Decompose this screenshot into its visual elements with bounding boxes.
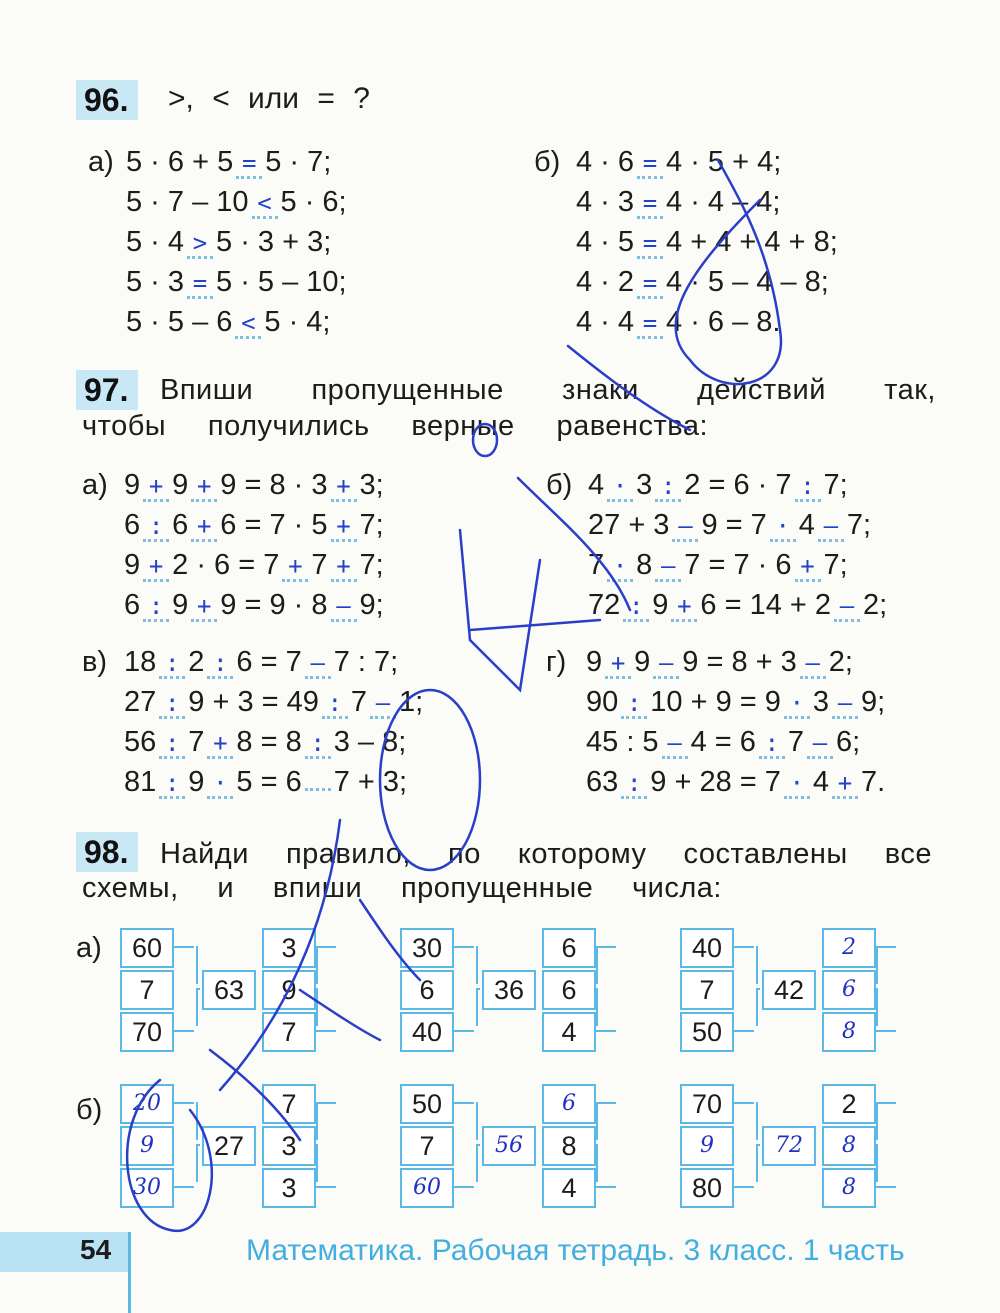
scheme-connector bbox=[454, 946, 474, 948]
comparison-sign[interactable]: > bbox=[187, 230, 213, 259]
scheme-left-number[interactable]: 60 bbox=[120, 928, 174, 968]
comparison-sign[interactable]: = bbox=[637, 270, 663, 299]
equation-part: 9 + 28 = 7 bbox=[650, 766, 781, 798]
operation-sign[interactable]: : bbox=[655, 473, 681, 502]
operation-sign[interactable]: + bbox=[605, 650, 631, 679]
equation-part: 8 bbox=[636, 549, 653, 581]
task-97-label-a: а) bbox=[82, 469, 108, 501]
operation-sign[interactable]: – bbox=[655, 553, 681, 582]
scheme-left-number[interactable]: 80 bbox=[680, 1168, 734, 1208]
scheme-connector bbox=[316, 1102, 318, 1140]
equation-row bbox=[588, 465, 848, 505]
operation-sign[interactable]: – bbox=[818, 513, 844, 542]
operation-sign[interactable]: + bbox=[191, 473, 217, 502]
expression-left: 5 · 3 bbox=[126, 266, 185, 298]
equation-row bbox=[124, 722, 406, 762]
operation-sign[interactable]: – bbox=[832, 690, 858, 719]
equation-part: 7 + 3; bbox=[333, 766, 408, 798]
scheme-right-number[interactable]: 6 bbox=[542, 970, 596, 1010]
scheme-right-number[interactable]: 4 bbox=[542, 1168, 596, 1208]
expression-right: 4 + 4 + 4 + 8; bbox=[666, 226, 838, 258]
equation-part: 6 = 7 · 5 bbox=[220, 509, 328, 541]
comparison-row bbox=[576, 262, 829, 302]
equation-row bbox=[586, 762, 885, 802]
scheme-connector bbox=[454, 1030, 474, 1032]
comparison-row bbox=[126, 302, 331, 342]
scheme-connector bbox=[734, 946, 754, 948]
equation-part: 9 bbox=[652, 589, 669, 621]
scheme-center-number[interactable]: 72 bbox=[762, 1126, 816, 1166]
comparison-row bbox=[126, 142, 331, 182]
equation-part: 7; bbox=[823, 549, 848, 581]
equation-part: 7 : 7; bbox=[333, 646, 399, 678]
scheme-left-number[interactable]: 7 bbox=[400, 1126, 454, 1166]
scheme-connector bbox=[876, 1102, 896, 1104]
scheme-connector bbox=[476, 1102, 478, 1140]
comparison-row bbox=[126, 262, 347, 302]
operation-sign[interactable]: + bbox=[671, 593, 697, 622]
scheme-connector bbox=[596, 1102, 598, 1140]
comparison-sign[interactable]: = bbox=[187, 270, 213, 299]
scheme-right-number[interactable]: 4 bbox=[542, 1012, 596, 1052]
scheme-connector bbox=[876, 1186, 896, 1188]
expression-right: 4 · 6 – 8. bbox=[666, 306, 781, 338]
scheme-connector bbox=[596, 1030, 616, 1032]
scheme-connector bbox=[316, 946, 318, 984]
equation-part: 4 bbox=[798, 509, 815, 541]
scheme-connector bbox=[196, 1102, 198, 1140]
scheme-connector bbox=[316, 946, 336, 948]
comparison-sign[interactable]: = bbox=[637, 230, 663, 259]
expression-left: 4 · 5 bbox=[576, 226, 635, 258]
operation-sign[interactable]: · bbox=[784, 770, 810, 799]
equation-part: 63 bbox=[586, 766, 619, 798]
scheme-connector bbox=[756, 946, 758, 984]
equation-part: 6 = 7 bbox=[236, 646, 302, 678]
operation-sign[interactable]: + bbox=[191, 593, 217, 622]
task-97-number: 97. bbox=[76, 370, 138, 410]
scheme-right-number[interactable]: 7 bbox=[262, 1084, 316, 1124]
scheme-right-number[interactable]: 2 bbox=[822, 928, 876, 968]
scheme-center-number[interactable]: 42 bbox=[762, 970, 816, 1010]
task-96-label-a: а) bbox=[88, 146, 114, 178]
comparison-sign[interactable]: = bbox=[637, 190, 663, 219]
expression-left: 4 · 4 bbox=[576, 306, 635, 338]
equation-row bbox=[124, 545, 384, 585]
equation-part: 7 = 7 · 6 bbox=[684, 549, 792, 581]
scheme-center-number[interactable]: 63 bbox=[202, 970, 256, 1010]
equation-part: 8 = 8 bbox=[236, 726, 302, 758]
operation-sign[interactable]: – bbox=[800, 650, 826, 679]
operation-sign[interactable]: – bbox=[834, 593, 860, 622]
comparison-sign[interactable]: < bbox=[235, 310, 261, 339]
operation-sign[interactable]: : bbox=[623, 593, 649, 622]
operation-sign[interactable]: + bbox=[331, 513, 357, 542]
scheme-right-number[interactable]: 6 bbox=[822, 970, 876, 1010]
scheme-connector bbox=[316, 1102, 336, 1104]
expression-left: 5 · 5 – 6 bbox=[126, 306, 233, 338]
scheme-connector bbox=[316, 1186, 336, 1188]
scheme-connector bbox=[196, 1144, 200, 1146]
expression-left: 5 · 6 + 5 bbox=[126, 146, 234, 178]
comparison-row bbox=[576, 142, 781, 182]
operation-sign[interactable]: + bbox=[832, 770, 858, 799]
scheme-connector bbox=[734, 1102, 754, 1104]
operation-sign[interactable]: + bbox=[191, 513, 217, 542]
equation-part: 81 bbox=[124, 766, 157, 798]
operation-sign[interactable]: + bbox=[143, 553, 169, 582]
operation-sign[interactable]: – bbox=[807, 730, 833, 759]
operation-sign[interactable]: + bbox=[207, 730, 233, 759]
scheme-connector bbox=[596, 1102, 616, 1104]
expression-right: 5 · 4; bbox=[264, 306, 331, 338]
equation-part: 45 : 5 bbox=[586, 726, 659, 758]
task-98-label-b: б) bbox=[76, 1094, 103, 1126]
operation-sign[interactable]: : bbox=[621, 770, 647, 799]
operation-sign[interactable]: · bbox=[784, 690, 810, 719]
operation-sign[interactable]: : bbox=[143, 593, 169, 622]
operation-sign[interactable]: + bbox=[331, 553, 357, 582]
equation-part: 7 bbox=[311, 549, 328, 581]
equation-part: 9 bbox=[124, 549, 141, 581]
operation-sign[interactable]: + bbox=[795, 553, 821, 582]
equation-part: 9 bbox=[586, 646, 603, 678]
comparison-row bbox=[126, 222, 331, 262]
operation-sign[interactable]: – bbox=[331, 593, 357, 622]
scheme-left-number[interactable]: 6 bbox=[400, 970, 454, 1010]
comparison-row bbox=[576, 182, 781, 222]
expression-left: 5 · 4 bbox=[126, 226, 185, 258]
operation-sign[interactable]: : bbox=[143, 513, 169, 542]
scheme-right-number[interactable]: 8 bbox=[542, 1126, 596, 1166]
equation-row bbox=[588, 505, 871, 545]
task-96-label-b: б) bbox=[534, 146, 561, 178]
equation-part: 7; bbox=[359, 549, 384, 581]
scheme-center-number[interactable]: 36 bbox=[482, 970, 536, 1010]
scheme-left-number[interactable]: 9 bbox=[680, 1126, 734, 1166]
scheme-connector bbox=[756, 988, 760, 990]
operation-sign[interactable]: : bbox=[322, 690, 348, 719]
scheme-left-number[interactable]: 7 bbox=[680, 970, 734, 1010]
scheme-center-number[interactable]: 56 bbox=[482, 1126, 536, 1166]
task-97-text-line2: чтобы получились верные равенства: bbox=[82, 410, 708, 442]
scheme-connector bbox=[316, 1030, 336, 1032]
equation-part: 7 bbox=[350, 686, 368, 718]
scheme-connector bbox=[876, 946, 878, 984]
equation-part: 1; bbox=[399, 686, 424, 718]
task-98-text-line1: Найди правило, по которому составлены все bbox=[160, 838, 932, 870]
scheme-connector bbox=[596, 1186, 616, 1188]
equation-row bbox=[124, 762, 407, 802]
equation-part: 3; bbox=[359, 469, 384, 501]
equation-part: 7 bbox=[188, 726, 205, 758]
scheme-connector bbox=[196, 946, 198, 984]
equation-part: 6 bbox=[124, 589, 141, 621]
scheme-right-number[interactable]: 2 bbox=[822, 1084, 876, 1124]
equation-part: 27 + 3 bbox=[588, 509, 670, 541]
scheme-connector bbox=[596, 988, 598, 1026]
scheme-right-number[interactable]: 6 bbox=[542, 928, 596, 968]
scheme-right-number[interactable]: 8 bbox=[822, 1012, 876, 1052]
scheme-connector bbox=[596, 946, 598, 984]
operation-sign[interactable]: : bbox=[759, 730, 785, 759]
equation-row bbox=[124, 682, 423, 722]
equation-part: 9 bbox=[172, 469, 189, 501]
operation-sign[interactable]: · bbox=[607, 473, 633, 502]
scheme-connector bbox=[316, 988, 318, 1026]
scheme-connector bbox=[596, 1144, 598, 1182]
task-96-number: 96. bbox=[76, 80, 138, 120]
scheme-right-number[interactable]: 9 bbox=[262, 970, 316, 1010]
scheme-connector bbox=[734, 1030, 754, 1032]
scheme-left-number[interactable]: 50 bbox=[400, 1084, 454, 1124]
task-98-label-a: а) bbox=[76, 932, 102, 964]
operation-sign[interactable]: : bbox=[159, 690, 185, 719]
equation-part: 6 = 14 + 2 bbox=[700, 589, 832, 621]
task-97-label-v: в) bbox=[82, 646, 108, 678]
expression-right: 5 · 6; bbox=[280, 186, 347, 218]
comparison-row bbox=[576, 302, 781, 342]
equation-part: 4 bbox=[588, 469, 605, 501]
operation-sign[interactable]: : bbox=[207, 650, 233, 679]
task-97-label-b: б) bbox=[546, 469, 573, 501]
scheme-left-number[interactable]: 9 bbox=[120, 1126, 174, 1166]
scheme-connector bbox=[196, 1144, 198, 1182]
equation-part: 9 bbox=[172, 589, 189, 621]
equation-part: 9 = 8 + 3 bbox=[682, 646, 797, 678]
scheme-connector bbox=[596, 946, 616, 948]
operation-sign[interactable] bbox=[305, 788, 331, 791]
scheme-connector bbox=[174, 946, 194, 948]
scheme-left-number[interactable]: 60 bbox=[400, 1168, 454, 1208]
operation-sign[interactable]: : bbox=[305, 730, 331, 759]
comparison-sign[interactable]: = bbox=[236, 150, 262, 179]
equation-part: 3 – 8; bbox=[333, 726, 407, 758]
operation-sign[interactable]: – bbox=[662, 730, 688, 759]
scheme-connector bbox=[876, 988, 878, 1026]
equation-part: 5 = 6 bbox=[236, 766, 302, 798]
equation-part: 9 bbox=[634, 646, 651, 678]
equation-part: 9 = 8 · 3 bbox=[220, 469, 328, 501]
operation-sign[interactable]: : bbox=[159, 650, 185, 679]
scheme-connector bbox=[476, 988, 478, 1026]
equation-part: 9 bbox=[188, 766, 205, 798]
task-98-number: 98. bbox=[76, 832, 138, 872]
operation-sign[interactable]: – bbox=[305, 650, 331, 679]
equation-row bbox=[124, 505, 384, 545]
scheme-right-number[interactable]: 8 bbox=[822, 1126, 876, 1166]
scheme-connector bbox=[734, 1186, 754, 1188]
page-number: 54 bbox=[80, 1234, 112, 1265]
operation-sign[interactable]: · bbox=[607, 553, 633, 582]
equation-part: 9 + 3 = 49 bbox=[188, 686, 319, 718]
scheme-right-number[interactable]: 8 bbox=[822, 1168, 876, 1208]
comparison-row bbox=[576, 222, 838, 262]
equation-part: 9; bbox=[359, 589, 384, 621]
equation-row bbox=[588, 585, 887, 625]
scheme-center-number[interactable]: 27 bbox=[202, 1126, 256, 1166]
equation-part: 72 bbox=[588, 589, 621, 621]
ink-stroke bbox=[460, 530, 540, 690]
equation-part: 6 bbox=[124, 509, 141, 541]
scheme-connector bbox=[476, 1144, 478, 1182]
scheme-connector bbox=[174, 1030, 194, 1032]
equation-part: 9 = 7 bbox=[701, 509, 767, 541]
equation-part: 7; bbox=[823, 469, 848, 501]
comparison-row bbox=[126, 182, 347, 222]
operation-sign[interactable]: – bbox=[653, 650, 679, 679]
task-98-text-line2: схемы, и впиши пропущенные числа: bbox=[82, 872, 722, 904]
scheme-connector bbox=[174, 1186, 194, 1188]
equation-part: 3 bbox=[812, 686, 830, 718]
scheme-connector bbox=[756, 1144, 760, 1146]
equation-part: 56 bbox=[124, 726, 157, 758]
scheme-connector bbox=[476, 1144, 480, 1146]
equation-part: 2 = 6 · 7 bbox=[684, 469, 792, 501]
task-97-text-line1: Впиши пропущенные знаки действий так, bbox=[160, 374, 936, 406]
expression-left: 5 · 7 – 10 bbox=[126, 186, 249, 218]
scheme-connector bbox=[196, 988, 200, 990]
equation-part: 2; bbox=[828, 646, 853, 678]
operation-sign[interactable]: : bbox=[621, 690, 647, 719]
scheme-connector bbox=[756, 988, 758, 1026]
equation-row bbox=[586, 682, 885, 722]
equation-part: 90 bbox=[586, 686, 619, 718]
task-97-label-g: г) bbox=[546, 646, 567, 678]
scheme-left-number[interactable]: 30 bbox=[120, 1168, 174, 1208]
equation-row bbox=[124, 465, 384, 505]
equation-part: 7 bbox=[588, 549, 605, 581]
scheme-connector bbox=[876, 1102, 878, 1140]
equation-part: 7 bbox=[787, 726, 805, 758]
comparison-sign[interactable]: = bbox=[637, 150, 663, 179]
operation-sign[interactable]: + bbox=[331, 473, 357, 502]
equation-row bbox=[586, 722, 860, 762]
equation-part: 2; bbox=[863, 589, 888, 621]
operation-sign[interactable]: + bbox=[282, 553, 308, 582]
expression-right: 5 · 5 – 10; bbox=[216, 266, 347, 298]
scheme-connector bbox=[756, 1102, 758, 1140]
expression-right: 5 · 3 + 3; bbox=[216, 226, 332, 258]
scheme-connector bbox=[476, 946, 478, 984]
operation-sign[interactable]: – bbox=[672, 513, 698, 542]
scheme-left-number[interactable]: 50 bbox=[680, 1012, 734, 1052]
comparison-sign[interactable]: = bbox=[637, 310, 663, 339]
equation-part: 7; bbox=[846, 509, 872, 541]
equation-part: 9 bbox=[124, 469, 141, 501]
operation-sign[interactable]: : bbox=[159, 770, 185, 799]
equation-part: 9; bbox=[861, 686, 886, 718]
equation-row bbox=[588, 545, 848, 585]
scheme-connector bbox=[876, 1144, 878, 1182]
scheme-left-number[interactable]: 40 bbox=[680, 928, 734, 968]
operation-sign[interactable]: · bbox=[770, 513, 796, 542]
equation-row bbox=[586, 642, 853, 682]
expression-right: 5 · 7; bbox=[265, 146, 332, 178]
task-96-title: >, < или = ? bbox=[168, 82, 370, 115]
expression-left: 4 · 3 bbox=[576, 186, 635, 218]
scheme-right-number[interactable]: 3 bbox=[262, 928, 316, 968]
scheme-connector bbox=[476, 988, 480, 990]
operation-sign[interactable]: · bbox=[207, 770, 233, 799]
equation-part: 3 bbox=[636, 469, 653, 501]
scheme-connector bbox=[196, 988, 198, 1026]
equation-part: 4 = 6 bbox=[690, 726, 756, 758]
footer-divider bbox=[128, 1232, 131, 1313]
scheme-left-number[interactable]: 30 bbox=[400, 928, 454, 968]
scheme-right-number[interactable]: 7 bbox=[262, 1012, 316, 1052]
equation-part: 2 · 6 = 7 bbox=[172, 549, 280, 581]
equation-row bbox=[124, 642, 398, 682]
scheme-right-number[interactable]: 3 bbox=[262, 1126, 316, 1166]
scheme-connector bbox=[756, 1144, 758, 1182]
operation-sign[interactable]: – bbox=[370, 690, 396, 719]
scheme-left-number[interactable]: 70 bbox=[120, 1012, 174, 1052]
equation-part: 4 bbox=[812, 766, 830, 798]
scheme-connector bbox=[876, 1030, 896, 1032]
equation-row bbox=[124, 585, 384, 625]
expression-right: 4 · 5 – 4 – 8; bbox=[666, 266, 829, 298]
operation-sign[interactable]: : bbox=[795, 473, 821, 502]
expression-right: 4 · 5 + 4; bbox=[666, 146, 782, 178]
equation-part: 6 bbox=[172, 509, 189, 541]
scheme-right-number[interactable]: 6 bbox=[542, 1084, 596, 1124]
equation-part: 27 bbox=[124, 686, 157, 718]
scheme-connector bbox=[174, 1102, 194, 1104]
expression-left: 4 · 2 bbox=[576, 266, 635, 298]
scheme-left-number[interactable]: 7 bbox=[120, 970, 174, 1010]
expression-left: 4 · 6 bbox=[576, 146, 635, 178]
operation-sign[interactable]: + bbox=[143, 473, 169, 502]
equation-part: 18 bbox=[124, 646, 157, 678]
scheme-left-number[interactable]: 70 bbox=[680, 1084, 734, 1124]
equation-part: 9 = 9 · 8 bbox=[220, 589, 328, 621]
equation-part: 2 bbox=[188, 646, 205, 678]
expression-right: 4 · 4 – 4; bbox=[666, 186, 781, 218]
scheme-left-number[interactable]: 40 bbox=[400, 1012, 454, 1052]
equation-part: 7; bbox=[359, 509, 384, 541]
book-title: Математика. Рабочая тетрадь. 3 класс. 1 часть bbox=[246, 1234, 905, 1267]
operation-sign[interactable]: : bbox=[159, 730, 185, 759]
equation-part: 7. bbox=[861, 766, 886, 798]
scheme-connector bbox=[454, 1102, 474, 1104]
comparison-sign[interactable]: < bbox=[252, 190, 278, 219]
ink-stroke bbox=[470, 620, 600, 630]
equation-part: 6; bbox=[836, 726, 861, 758]
equation-part: 10 + 9 = 9 bbox=[650, 686, 781, 718]
scheme-connector bbox=[876, 946, 896, 948]
scheme-left-number[interactable]: 20 bbox=[120, 1084, 174, 1124]
scheme-right-number[interactable]: 3 bbox=[262, 1168, 316, 1208]
scheme-connector bbox=[316, 1144, 318, 1182]
scheme-connector bbox=[454, 1186, 474, 1188]
